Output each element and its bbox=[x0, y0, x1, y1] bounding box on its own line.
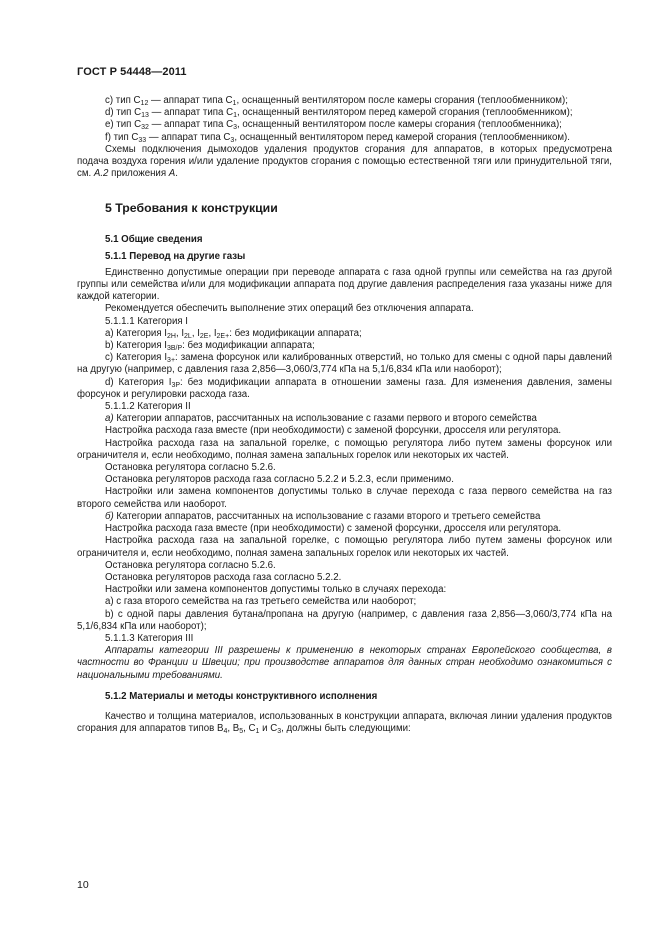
document-header: ГОСТ Р 54448—2011 bbox=[77, 66, 187, 78]
paragraph: Остановка регуляторов расхода газа согласно 5.2.2. bbox=[105, 571, 342, 583]
subsection-heading: 5.1.1.2 Категория II bbox=[105, 401, 191, 413]
paragraph: Настройка расхода газа вместе (при необходимости) с заменой форсунки, дросселя или регулятора. bbox=[105, 523, 562, 535]
list-item-d: d) тип $C_{13}$ — аппарат типа $C_1$, оснащенный вентилятором перед камерой сгорания (теплообменником); bbox=[105, 107, 573, 120]
section-heading-5-1: 5.1 Общие сведения bbox=[105, 234, 203, 246]
list-item: b) с одной пары давления бутана/пропана на другую (например, с давления газа 2,856—3,060/3,774 кПа на 5,1/6,834 кПа или наоборот); bbox=[77, 608, 612, 632]
paragraph: Остановка регуляторов расхода газа согласно 5.2.2 и 5.2.3, если применимо. bbox=[105, 474, 454, 486]
list-item: d) Категория $I_{3P}$: без модификации аппарата в отношении замены газа. Для изменения давления, замены форсунок и регулировки расхода газа. bbox=[77, 376, 612, 400]
paragraph: Рекомендуется обеспечить выполнение этих операций без отключения аппарата. bbox=[105, 303, 474, 315]
subsection-heading: 5.1.1.1 Категория I bbox=[105, 315, 188, 327]
section-heading-5-1-1: 5.1.1 Перевод на другие газы bbox=[105, 250, 246, 262]
paragraph: Остановка регулятора согласно 5.2.6. bbox=[105, 462, 276, 474]
list-item-f: f) тип $C_{33}$ — аппарат типа $C_3$, оснащенный вентилятором перед камерой сгорания (теплообменником). bbox=[105, 131, 570, 144]
paragraph: Настройка расхода газа на запальной горелке, с помощью регулятора либо путем замены форсунок или ограничителя и, если необходимо, полная замена запальных горелок или некоторых их частей. bbox=[77, 535, 612, 559]
list-item: a) Категория $I_{2H}$, $I_{2L}$, $I_{2E}$, $I_{2E+}$: без модификации аппарата; bbox=[105, 327, 362, 340]
paragraph: Настройка расхода газа вместе (при необходимости) с заменой форсунки, дросселя или регулятора. bbox=[105, 425, 562, 437]
paragraph: Настройки или замена компонентов допустимы только в случаях перехода: bbox=[105, 584, 447, 596]
list-item: a) с газа второго семейства на газ третьего семейства или наоборот; bbox=[105, 596, 417, 608]
paragraph: Настройки или замена компонентов допустимы только в случае перехода с газа первого семейства на газ второго семейства или наоборот. bbox=[77, 486, 612, 510]
document-body bbox=[77, 95, 612, 735]
list-item: б) Категории аппаратов, рассчитанных на использование с газами второго и третьего семейства bbox=[105, 510, 541, 522]
paragraph-schemes: Схемы подключения дымоходов удаления продуктов сгорания для аппаратов, в которых предусмотрена подача воздуха горения и/или удаление продуктов сгорания с помощью естественной тяги или принудительной тяги, см. А.2 приложения А. bbox=[77, 143, 612, 180]
list-item-e: e) тип $C_{32}$ — аппарат типа $C_3$, оснащенный вентилятором после камеры сгорания (теплообменника); bbox=[105, 119, 562, 132]
list-item-c: c) тип $C_{12}$ — аппарат типа $C_1$, оснащенный вентилятором после камеры сгорания (теплообменником); bbox=[105, 95, 568, 107]
list-item: c) Категория $I_{3+}$: замена форсунок или калиброванных отверстий, но только для смены с одной пары давлений на другую (например, с давления газа 2,856—3,060/3,774 кПа на 5,1/6,834 кПа или наоборот); bbox=[77, 352, 612, 376]
paragraph: Настройка расхода газа на запальной горелке, с помощью регулятора либо путем замены форсунок или ограничителя и, если необходимо, полная замена запальных горелок или некоторых их частей. bbox=[77, 437, 612, 461]
subsection-heading: 5.1.1.3 Категория III bbox=[105, 632, 194, 644]
list-item: а) Категории аппаратов, рассчитанных на использование с газами первого и второго семейства bbox=[105, 413, 537, 425]
paragraph-italic: Аппараты категории III разрешены к применению в некоторых странах Европейского сообщества, в частности во Франции и Швеции; при производстве аппаратов для данных стран необходимо ознакомиться с национальными требованиями. bbox=[77, 645, 612, 681]
paragraph: Качество и толщина материалов, использованных в конструкции аппарата, включая линии удаления продуктов сгорания для аппаратов типов $B_4$, $B_5$, $C_1$ и $C_3$, должны быть следующими: bbox=[77, 710, 612, 736]
paragraph: Единственно допустимые операции при переводе аппарата с газа одной группы или семейства на газ другой группы или семейства и/или для модификации аппарата под другие давления распределения газа указаны ниже для каждой категории. bbox=[77, 266, 612, 303]
section-heading-5: 5 Требования к конструкции bbox=[105, 201, 278, 216]
paragraph: Остановка регулятора согласно 5.2.6. bbox=[105, 559, 276, 571]
list-item: b) Категория $I_{3B/P}$: без модификации аппарата; bbox=[105, 340, 315, 353]
page-number: 10 bbox=[77, 879, 89, 891]
section-heading-5-1-2: 5.1.2 Материалы и методы конструктивного исполнения bbox=[105, 690, 378, 702]
